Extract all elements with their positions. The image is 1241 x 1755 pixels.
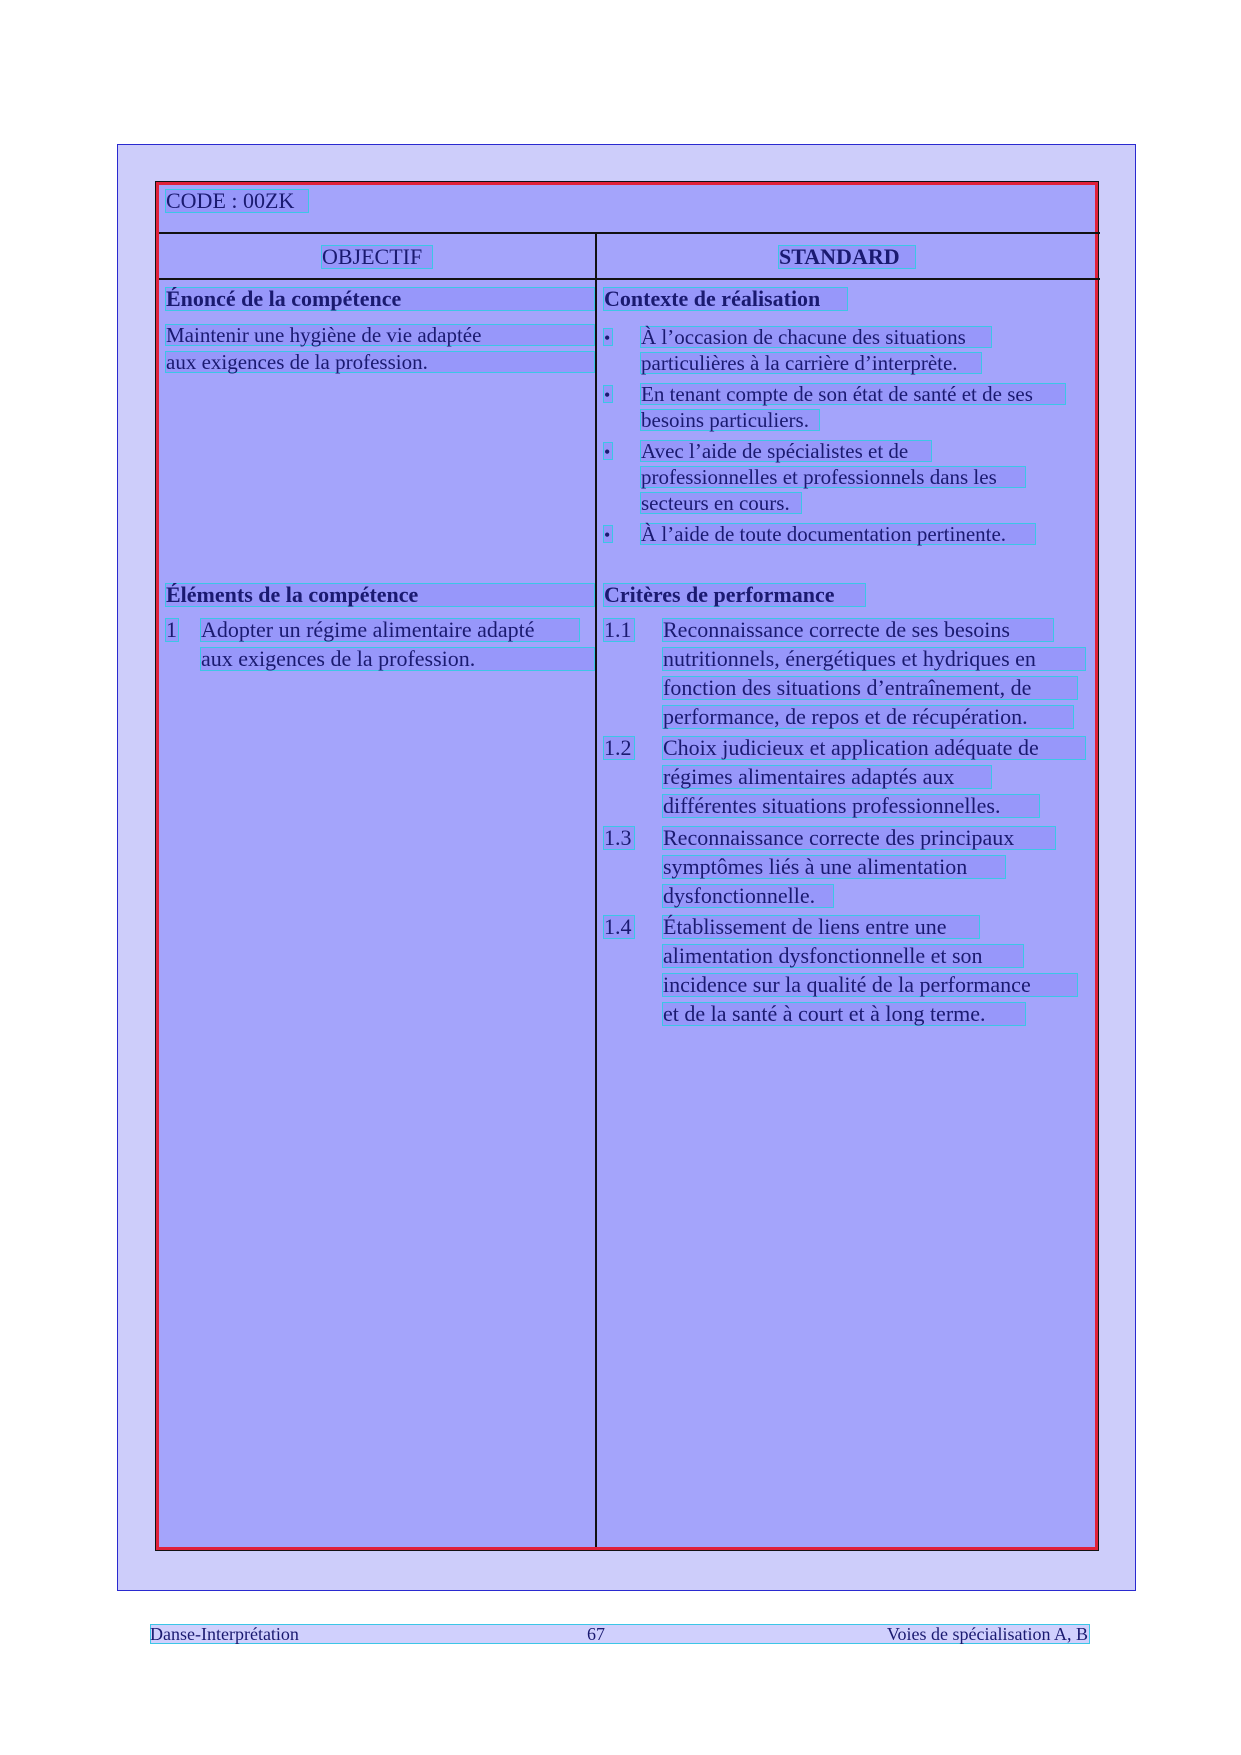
critere-line: différentes situations professionnelles. xyxy=(662,794,1040,818)
contexte-item-line: particulières à la carrière d’interprète. xyxy=(640,352,982,374)
critere-line: nutritionnels, énergétiques et hydriques en xyxy=(662,647,1086,671)
critere-number: 1.2 xyxy=(603,736,635,760)
critere-line: Reconnaissance correcte des principaux xyxy=(662,826,1056,850)
footer-left: Danse-Interprétation xyxy=(150,1624,299,1644)
header-rule-bottom xyxy=(159,278,1100,280)
contexte-item-line: professionnelles et professionnels dans les xyxy=(640,466,1026,488)
footer-page-number: 67 xyxy=(587,1624,605,1644)
competence-code: CODE : 00ZK xyxy=(165,189,309,213)
critere-line: dysfonctionnelle. xyxy=(662,884,834,908)
column-divider xyxy=(595,234,597,1547)
critere-line: Choix judicieux et application adéquate de xyxy=(662,736,1086,760)
contexte-item-line: besoins particuliers. xyxy=(640,409,820,431)
objectif-header: OBJECTIF xyxy=(321,245,433,269)
critere-number: 1.4 xyxy=(603,915,635,939)
critere-line: symptômes liés à une alimentation xyxy=(662,855,1006,879)
enonce-title: Énoncé de la compétence xyxy=(165,287,595,311)
contexte-item-line: À l’aide de toute documentation pertinente. xyxy=(640,523,1036,545)
contexte-item-line: Avec l’aide de spécialistes et de xyxy=(640,440,932,462)
element-line: aux exigences de la profession. xyxy=(200,647,595,671)
standard-header: STANDARD xyxy=(778,245,916,269)
enonce-line: aux exigences de la profession. xyxy=(165,351,595,373)
critere-line: incidence sur la qualité de la performance xyxy=(662,973,1078,997)
critere-line: alimentation dysfonctionnelle et son xyxy=(662,944,1024,968)
contexte-bullet: • xyxy=(603,442,613,460)
contexte-bullet: • xyxy=(603,525,613,543)
critere-line: régimes alimentaires adaptés aux xyxy=(662,765,992,789)
critere-line: performance, de repos et de récupération. xyxy=(662,705,1074,729)
contexte-bullet: • xyxy=(603,385,613,403)
critere-line: Établissement de liens entre une xyxy=(662,915,980,939)
enonce-line: Maintenir une hygiène de vie adaptée xyxy=(165,324,595,346)
element-line: Adopter un régime alimentaire adapté xyxy=(200,618,580,642)
contexte-item-line: À l’occasion de chacune des situations xyxy=(640,326,992,348)
critere-line: et de la santé à court et à long terme. xyxy=(662,1002,1026,1026)
critere-line: fonction des situations d’entraînement, de xyxy=(662,676,1078,700)
contexte-item-line: En tenant compte de son état de santé et de ses xyxy=(640,383,1066,405)
critere-number: 1.1 xyxy=(603,618,635,642)
contexte-bullet: • xyxy=(603,328,613,346)
contexte-title: Contexte de réalisation xyxy=(603,287,848,311)
elements-title: Éléments de la compétence xyxy=(165,583,595,607)
header-rule-top xyxy=(159,232,1100,234)
critere-number: 1.3 xyxy=(603,826,635,850)
footer-right: Voies de spécialisation A, B xyxy=(886,1624,1088,1644)
critere-line: Reconnaissance correcte de ses besoins xyxy=(662,618,1054,642)
element-number: 1 xyxy=(166,617,177,642)
contexte-item-line: secteurs en cours. xyxy=(640,492,802,514)
criteres-title: Critères de performance xyxy=(603,583,866,607)
